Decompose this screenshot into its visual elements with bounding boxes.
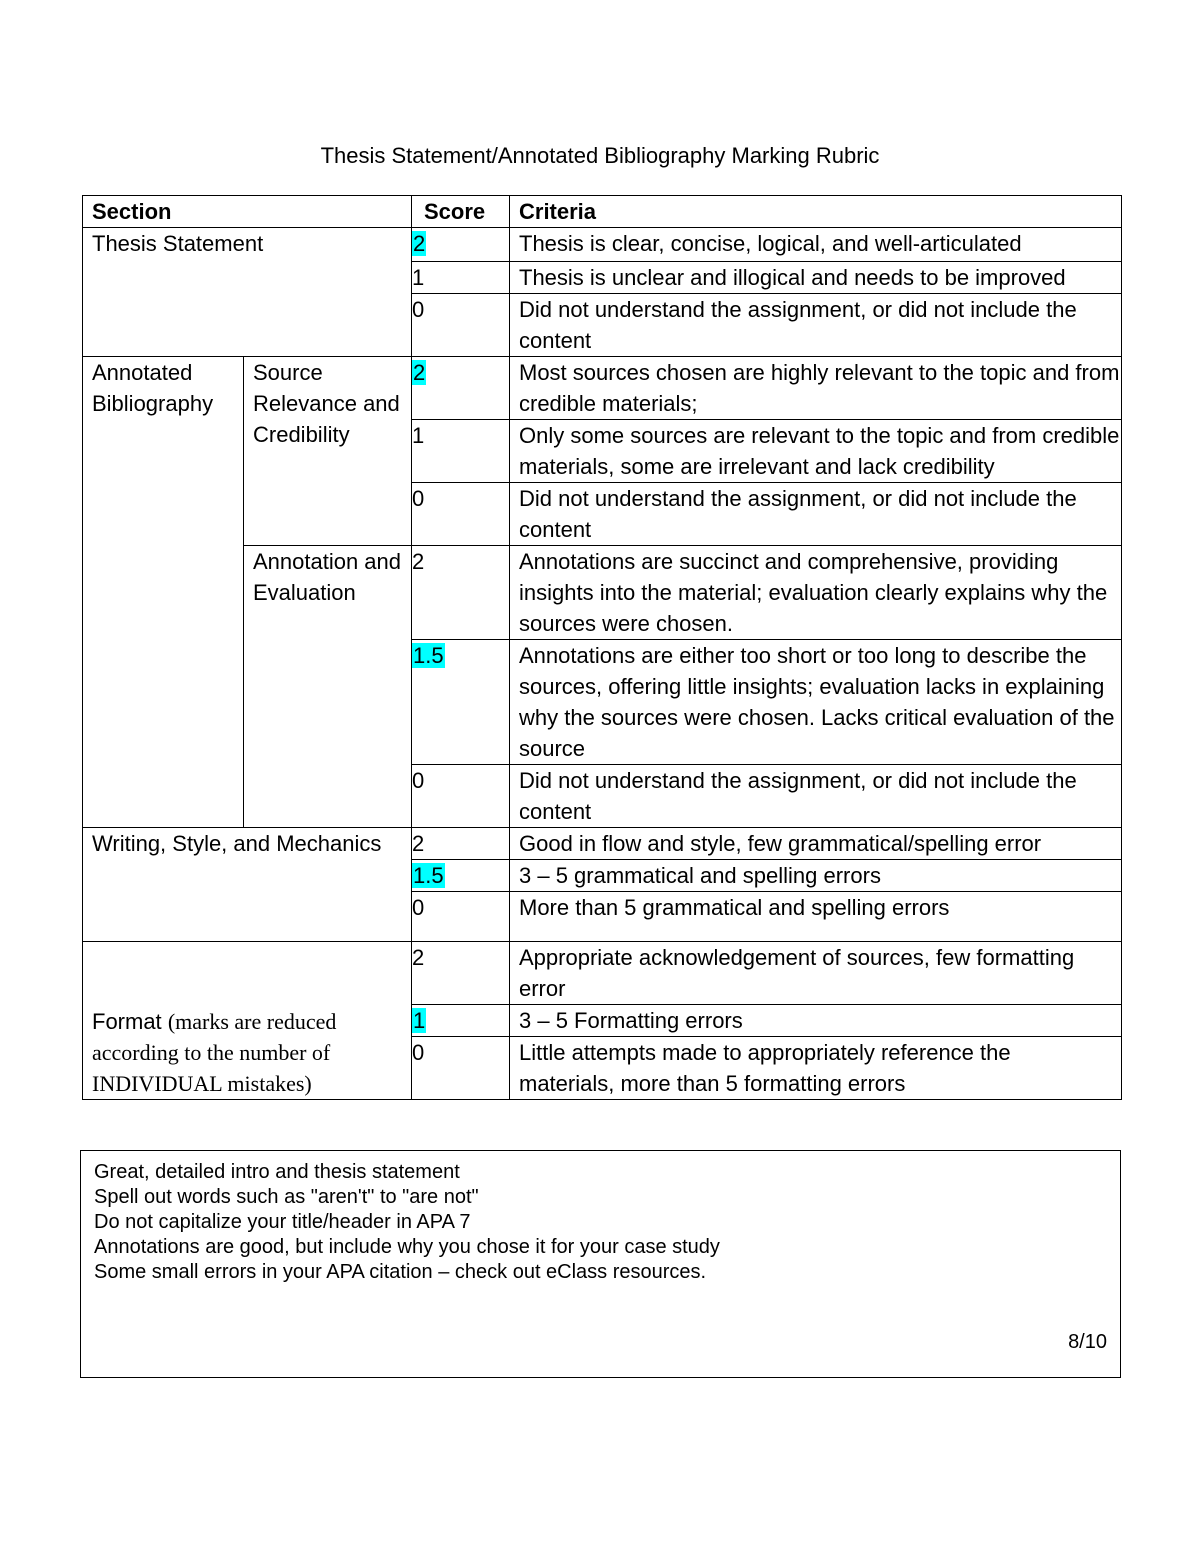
score-cell xyxy=(412,357,510,420)
feedback-line: Great, detailed intro and thesis statement xyxy=(94,1161,460,1183)
score-cell: 2 xyxy=(412,942,510,1005)
header-score: Score xyxy=(412,196,510,228)
score-cell: 0 xyxy=(412,1037,510,1100)
criteria-cell: Did not understand the assignment, or did not include the content xyxy=(510,483,1122,546)
criteria-cell: More than 5 grammatical and spelling errors xyxy=(510,892,1122,942)
criteria-cell: Annotations are succinct and comprehensive, providing insights into the material; evaluation clearly explains why the sources were chosen. xyxy=(510,546,1122,640)
section-format-note: (marks are reduced according to the number of INDIVIDUAL mistakes) xyxy=(92,1009,337,1096)
criteria-cell: 3 – 5 Formatting errors xyxy=(510,1005,1122,1037)
section-thesis: Thesis Statement xyxy=(83,228,412,357)
criteria-cell: Little attempts made to appropriately reference the materials, more than 5 formatting errors xyxy=(510,1037,1122,1100)
table-row xyxy=(83,357,1122,420)
page-title: Thesis Statement/Annotated Bibliography Marking Rubric xyxy=(320,143,880,168)
total-score: 8/10 xyxy=(1068,1331,1107,1353)
score-cell: 0 xyxy=(412,294,510,357)
score-cell xyxy=(412,860,510,892)
score-cell: 1 xyxy=(412,262,510,294)
criteria-cell: Did not understand the assignment, or did not include the content xyxy=(510,765,1122,828)
table-row xyxy=(83,828,1122,860)
score-cell: 0 xyxy=(412,765,510,828)
score-highlight: 2 xyxy=(413,360,426,385)
criteria-cell: Appropriate acknowledgement of sources, few formatting error xyxy=(510,942,1122,1005)
criteria-cell: Did not understand the assignment, or did not include the content xyxy=(510,294,1122,357)
feedback-line: Do not capitalize your title/header in APA 7 xyxy=(94,1211,471,1233)
feedback-comments xyxy=(94,1160,720,1285)
score-cell: 0 xyxy=(412,892,510,942)
feedback-line: Annotations are good, but include why you chose it for your case study xyxy=(94,1236,720,1258)
header-row xyxy=(83,196,1122,228)
table-row xyxy=(83,942,1122,1005)
score-highlight: 1.5 xyxy=(413,863,444,888)
criteria-cell: Most sources chosen are highly relevant to the topic and from credible materials; xyxy=(510,357,1122,420)
score-cell xyxy=(412,228,510,262)
score-highlight: 1.5 xyxy=(413,643,444,668)
subsection-source-relevance: Source Relevance and Credibility xyxy=(244,357,412,546)
score-cell: 0 xyxy=(412,483,510,546)
score-cell: 2 xyxy=(412,546,510,640)
section-writing: Writing, Style, and Mechanics xyxy=(83,828,412,942)
section-format-label: Format xyxy=(92,1009,162,1034)
criteria-cell: Thesis is unclear and illogical and needs to be improved xyxy=(510,262,1122,294)
score-cell: 2 xyxy=(412,828,510,860)
score-highlight: 2 xyxy=(413,231,426,256)
criteria-cell: Only some sources are relevant to the topic and from credible materials, some are irrelevant and lack credibility xyxy=(510,420,1122,483)
criteria-cell: Good in flow and style, few grammatical/spelling error xyxy=(510,828,1122,860)
criteria-cell: Annotations are either too short or too long to describe the sources, offering little insights; evaluation lacks in explaining why the sources were chosen. Lacks critical evaluation of the source xyxy=(510,640,1122,765)
header-section: Section xyxy=(83,196,412,228)
subsection-annotation-evaluation: Annotation and Evaluation xyxy=(244,546,412,828)
score-cell: 1 xyxy=(412,420,510,483)
criteria-cell: Thesis is clear, concise, logical, and well-articulated xyxy=(510,228,1122,262)
section-annotated-bibliography: Annotated Bibliography xyxy=(83,357,244,828)
score-cell xyxy=(412,1005,510,1037)
score-cell xyxy=(412,640,510,765)
rubric-table xyxy=(82,195,1122,1100)
section-format xyxy=(83,942,412,1100)
criteria-cell: 3 – 5 grammatical and spelling errors xyxy=(510,860,1122,892)
feedback-line: Some small errors in your APA citation – check out eClass resources. xyxy=(94,1261,707,1283)
table-row xyxy=(83,228,1122,262)
feedback-line: Spell out words such as "aren't" to "are not" xyxy=(94,1186,479,1208)
score-highlight: 1 xyxy=(413,1008,426,1033)
header-criteria: Criteria xyxy=(510,196,1122,228)
feedback-box xyxy=(80,1150,1121,1378)
